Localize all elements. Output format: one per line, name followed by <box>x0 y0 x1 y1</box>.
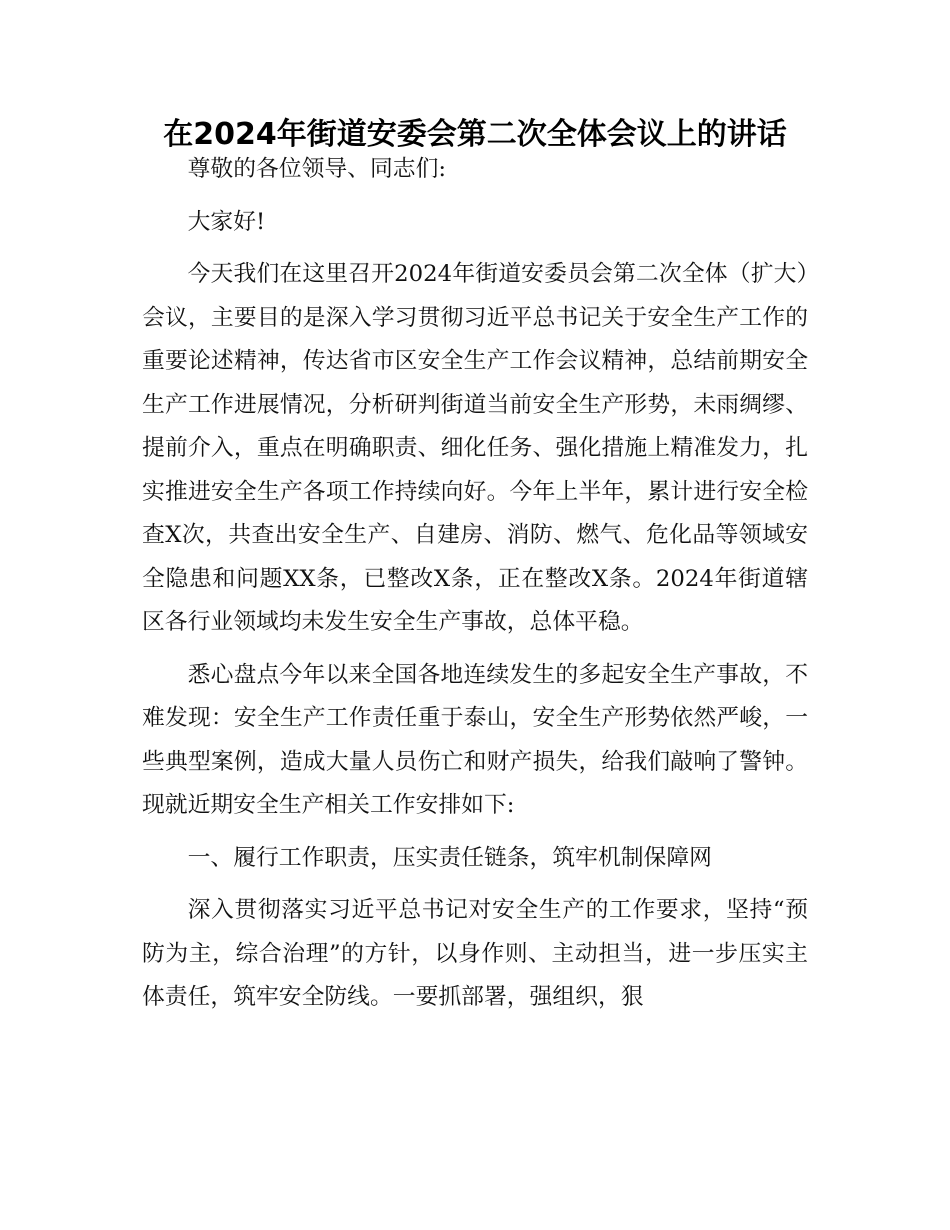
salutation: 尊敬的各位领导、同志们: <box>187 156 447 182</box>
paragraph-section-1: 深入贯彻落实习近平总书记对安全生产的工作要求，坚持“预防为主，综合治理”的方针，以身作则、主动担当，进一步压实主体责任，筑牢安全防线。一要抓部署，强组织，狠 <box>142 897 808 1010</box>
document-title: 在2024年街道安委会第二次全体会议上的讲话 <box>163 117 787 152</box>
section-heading-1: 一、履行工作职责，压实责任链条，筑牢机制保障网 <box>187 844 712 871</box>
greeting: 大家好! <box>187 208 266 235</box>
document-body <box>142 143 808 1029</box>
paragraph-accident-review: 悉心盘点今年以来全国各地连续发生的多起安全生产事故，不难发现：安全生产工作责任重于泰山，安全生产形势依然严峻，一些典型案例，造成大量人员伤亡和财产损失，给我们敲响了警钟。现就近期安全生产相关工作安排如下: <box>142 661 808 818</box>
paragraph-meeting-purpose: 今天我们在这里召开2024年街道安委员会第二次全体（扩大）会议，主要目的是深入学习贯彻习近平总书记关于安全生产工作的重要论述精神，传达省市区安全生产工作会议精神，总结前期安全生产工作进展情况，分析研判街道当前安全生产形势，未雨绸缪、提前介入，重点在明确职责、细化任务、强化措施上精准发力，扎实推进安全生产各项工作持续向好。今年上半年，累计进行安全检查X次，共查出安全生产、自建房、消防、燃气、危化品等领域安全隐患和问题XX条，已整改X条，正在整改X条。2024年街道辖区各行业领域均未发生安全生产事故，总体平稳。 <box>142 261 808 635</box>
